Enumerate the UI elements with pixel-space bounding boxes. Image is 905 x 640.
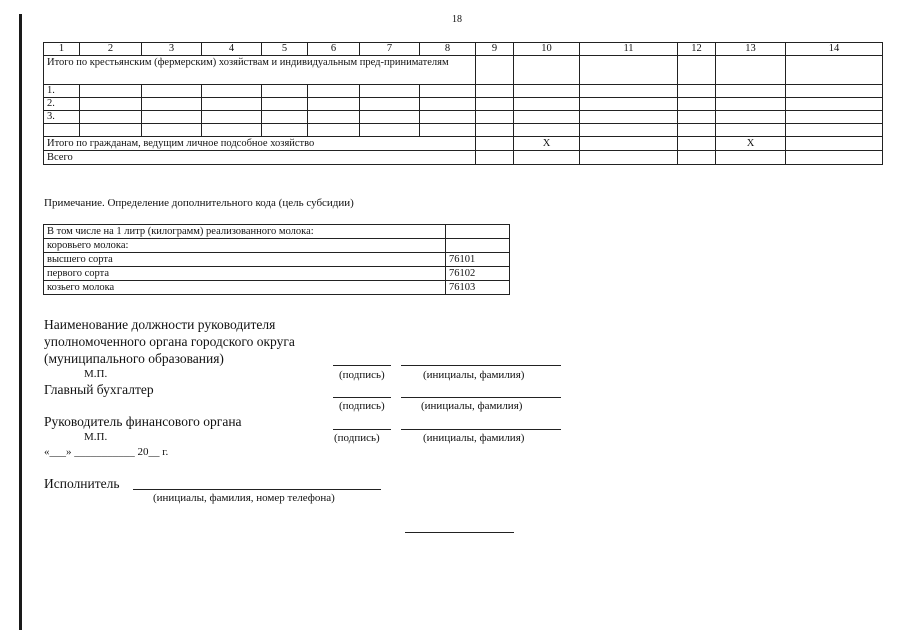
code-label: коровьего молока: — [44, 239, 446, 253]
header-cell: 12 — [678, 43, 716, 56]
chief-accountant-label: Главный бухгалтер — [44, 382, 154, 397]
table-row — [44, 85, 883, 98]
citizens-total-label: Итого по гражданам, ведущим личное подсобное хозяйство — [44, 137, 476, 151]
head-title-line: уполномоченного органа городского округа — [44, 334, 295, 349]
table-cell — [476, 56, 514, 85]
name-caption: (инициалы, фамилия) — [423, 369, 525, 381]
head-title-line: (муниципального образования) — [44, 351, 224, 366]
code-label: козьего молока — [44, 281, 446, 295]
date-line: «___» ___________ 20__ г. — [44, 446, 169, 458]
header-cell: 13 — [716, 43, 786, 56]
table-header-row — [44, 43, 883, 56]
table-cell — [716, 56, 786, 85]
code-value: 76102 — [446, 267, 510, 281]
header-cell: 11 — [580, 43, 678, 56]
code-table-row — [44, 225, 510, 239]
signature-caption: (подпись) — [339, 400, 385, 412]
note-text: Примечание. Определение дополнительного кода (цель субсидии) — [44, 197, 354, 209]
header-cell: 6 — [308, 43, 360, 56]
code-label: первого сорта — [44, 267, 446, 281]
table-row — [44, 98, 883, 111]
executor-line — [133, 489, 381, 490]
code-table-row — [44, 239, 510, 253]
signature-caption: (подпись) — [339, 369, 385, 381]
table-row — [44, 124, 883, 137]
bottom-rule — [405, 532, 514, 533]
name-line — [401, 429, 561, 430]
table-row — [44, 111, 883, 124]
main-table — [43, 42, 883, 165]
code-label: В том числе на 1 литр (килограмм) реализованного молока: — [44, 225, 446, 239]
header-cell: 9 — [476, 43, 514, 56]
table-cell — [786, 56, 883, 85]
table-row-farmers-total — [44, 56, 883, 85]
name-line — [401, 397, 561, 398]
table-cell — [786, 137, 883, 151]
name-caption: (инициалы, фамилия) — [423, 432, 525, 444]
grand-total-label: Всего — [44, 151, 476, 165]
code-value — [446, 239, 510, 253]
header-cell: 7 — [360, 43, 420, 56]
code-table-row — [44, 281, 510, 295]
executor-label: Исполнитель — [44, 476, 120, 491]
signature-line — [333, 365, 391, 366]
table-cell — [678, 137, 716, 151]
table-cell — [580, 137, 678, 151]
head-title — [44, 316, 295, 367]
name-line — [401, 365, 561, 366]
row-number: 2. — [44, 98, 80, 111]
table-cell — [514, 56, 580, 85]
table-row-citizens-total — [44, 137, 883, 151]
left-margin-rule — [19, 14, 22, 630]
code-table-row — [44, 253, 510, 267]
executor-caption: (инициалы, фамилия, номер телефона) — [153, 492, 335, 504]
code-table-row — [44, 267, 510, 281]
row-number: 3. — [44, 111, 80, 124]
header-cell: 14 — [786, 43, 883, 56]
table-cell — [580, 56, 678, 85]
stamp-label: М.П. — [84, 368, 108, 380]
name-caption: (инициалы, фамилия) — [421, 400, 523, 412]
header-cell: 8 — [420, 43, 476, 56]
subsidy-code-table — [43, 224, 510, 295]
row-number: 1. — [44, 85, 80, 98]
signature-caption: (подпись) — [334, 432, 380, 444]
signature-line — [333, 397, 391, 398]
code-label: высшего сорта — [44, 253, 446, 267]
header-cell: 10 — [514, 43, 580, 56]
header-cell: 2 — [80, 43, 142, 56]
excluded-mark: X — [716, 137, 786, 151]
finance-head-label: Руководитель финансового органа — [44, 414, 242, 429]
stamp-label: М.П. — [84, 431, 108, 443]
code-value — [446, 225, 510, 239]
table-row-grand-total — [44, 151, 883, 165]
header-cell: 3 — [142, 43, 202, 56]
page-number: 18 — [452, 14, 462, 25]
code-value: 76103 — [446, 281, 510, 295]
farmers-total-label: Итого по крестьянским (фермерским) хозяйствам и индивидуальным пред-принимателям — [44, 56, 476, 85]
signature-line — [333, 429, 391, 430]
table-cell — [678, 56, 716, 85]
code-value: 76101 — [446, 253, 510, 267]
table-cell — [476, 137, 514, 151]
head-title-line: Наименование должности руководителя — [44, 317, 276, 332]
header-cell: 4 — [202, 43, 262, 56]
header-cell: 1 — [44, 43, 80, 56]
excluded-mark: X — [514, 137, 580, 151]
header-cell: 5 — [262, 43, 308, 56]
